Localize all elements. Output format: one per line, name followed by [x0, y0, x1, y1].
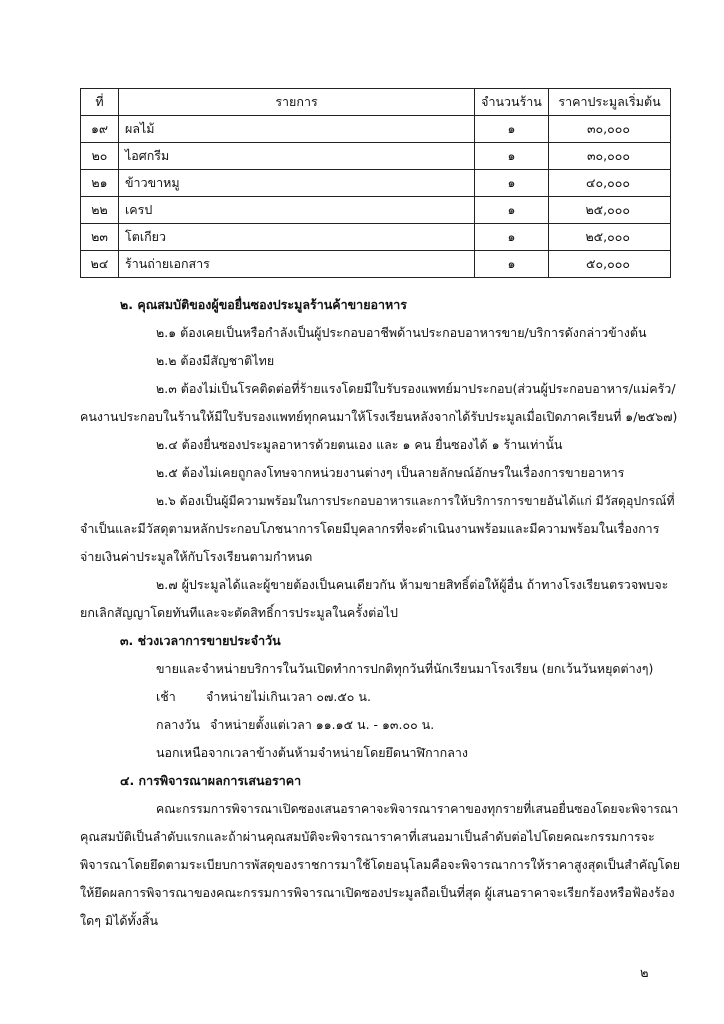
clause-2-6-line-1: ๒.๖ ต้องเป็นผู้มีความพร้อมในการประกอบอาหารและการให้บริการการขายอันได้แก่ มีวัสดุอุปกรณ์ที่: [156, 494, 675, 508]
section-4-line-5: ใดๆ มิได้ทั้งสิ้น: [80, 913, 159, 928]
row-price: ๓๐,๐๐๐: [549, 116, 671, 143]
row-price: ๒๕,๐๐๐: [549, 224, 671, 251]
clause-2-6-line-2: จำเป็นและมีวัสดุตามหลักประกอบโภชนาการโดยมีบุคลากรที่จะดำเนินงานพร้อมและมีความพร้อมในเรื่องการ: [80, 521, 660, 536]
clause-2-5: ๒.๕ ต้องไม่เคยถูกลงโทษจากหน่วยงานต่างๆ เป็นลายลักษณ์อักษรในเรื่องการขายอาหาร: [156, 465, 625, 480]
table-row: [81, 116, 671, 143]
items-table: [80, 88, 671, 278]
clause-2-3-line-2: คนงานประกอบในร้านให้มีใบรับรองแพทย์ทุกคนมาให้โรงเรียนหลังจากได้รับประมูลเมื่อเปิดภาคเรียนที่ ๑/๒๕๖๗): [80, 409, 678, 424]
row-no: ๒๓: [81, 224, 119, 251]
header-price: ราคาประมูลเริ่มต้น: [549, 89, 671, 116]
row-item: ไอศกรีม: [119, 143, 475, 170]
header-item: รายการ: [119, 89, 475, 116]
section-4-line-4: ให้ยึดผลการพิจารณาของคณะกรรมการพิจารณาเปิดซองประมูลถือเป็นที่สุด ผู้เสนอราคาจะเรียกร้องหรือฟ้องร้อง: [80, 885, 675, 900]
table-row: [81, 143, 671, 170]
section-4-heading: ๔. การพิจารณาผลการเสนอราคา: [120, 773, 302, 788]
clause-2-7-line-1: ๒.๗ ผู้ประมูลได้และผู้ขายต้องเป็นคนเดียวกัน ห้ามขายสิทธิ์ต่อให้ผู้อื่น ถ้าทางโรงเรียนตรวจพบจะ: [156, 577, 669, 592]
noon-label: กลางวัน: [156, 717, 200, 732]
section-2-heading: ๒. คุณสมบัติของผู้ขอยื่นซองประมูลร้านค้าขายอาหาร: [120, 297, 408, 312]
clause-2-7-line-2: ยกเลิกสัญญาโดยทันทีและจะตัดสิทธิ์การประมูลในครั้งต่อไป: [80, 605, 398, 620]
row-item: ผลไม้: [119, 116, 475, 143]
row-item: โตเกียว: [119, 224, 475, 251]
row-shops: ๑: [475, 116, 549, 143]
row-no: ๒๐: [81, 143, 119, 170]
header-no: ที่: [81, 89, 119, 116]
row-shops: ๑: [475, 197, 549, 224]
section-4-line-3: พิจารณาโดยยึดตามระเบียบการพัสดุของราชการมาใช้โดยอนุโลมคือจะพิจารณาการให้ราคาสูงสุดเป็นสำคัญโดย: [80, 857, 681, 872]
row-item: ข้าวขาหมู: [119, 170, 475, 197]
row-no: ๑๙: [81, 116, 119, 143]
outside-hours-rule: นอกเหนือจากเวลาข้างต้นห้ามจำหน่ายโดยยึดนาฬิกากลาง: [156, 745, 469, 760]
clause-2-1: ๒.๑ ต้องเคยเป็นหรือกำลังเป็นผู้ประกอบอาชีพด้านประกอบอาหารขาย/บริการดังกล่าวข้างต้น: [156, 325, 647, 340]
page-number: ๒: [640, 966, 649, 981]
table-row: [81, 170, 671, 197]
table-row: [81, 197, 671, 224]
row-no: ๒๒: [81, 197, 119, 224]
morning-label: เช้า: [156, 689, 176, 704]
section-4-line-1: คณะกรรมการพิจารณาเปิดซองเสนอราคาจะพิจารณาราคาของทุกรายที่เสนอยื่นซองโดยจะพิจารณา: [156, 802, 679, 816]
row-shops: ๑: [475, 224, 549, 251]
row-shops: ๑: [475, 251, 549, 278]
clause-2-3-line-1: ๒.๓ ต้องไม่เป็นโรคติดต่อที่ร้ายแรงโดยมีใบรับรองแพทย์มาประกอบ(ส่วนผู้ประกอบอาหาร/แม่ครัว/: [156, 381, 676, 396]
row-price: ๓๐,๐๐๐: [549, 143, 671, 170]
row-no: ๒๔: [81, 251, 119, 278]
row-shops: ๑: [475, 143, 549, 170]
clause-2-4: ๒.๔ ต้องยื่นซองประมูลอาหารด้วยตนเอง และ ๑ คน ยื่นซองได้ ๑ ร้านเท่านั้น: [156, 437, 563, 452]
noon-hours: จำหน่ายตั้งแต่เวลา ๑๑.๑๕ น. - ๑๓.๐๐ น.: [210, 717, 435, 732]
row-shops: ๑: [475, 170, 549, 197]
table-row: [81, 251, 671, 278]
sales-hours-intro: ขายและจำหน่ายบริการในวันเปิดทำการปกติทุกวันที่นักเรียนมาโรงเรียน (ยกเว้นวันหยุดต่างๆ): [156, 661, 654, 676]
morning-hours: จำหน่ายไม่เกินเวลา ๐๗.๕๐ น.: [206, 689, 371, 704]
row-price: ๕๐,๐๐๐: [549, 251, 671, 278]
section-4-line-2: คุณสมบัติเป็นลำดับแรกและถ้าผ่านคุณสมบัติจะพิจารณาราคาที่เสนอมาเป็นลำดับต่อไปโดยคณะกรรมการจะ: [80, 829, 655, 844]
table-header-row: [81, 89, 671, 116]
row-price: ๒๕,๐๐๐: [549, 197, 671, 224]
row-item: เครป: [119, 197, 475, 224]
section-3-heading: ๓. ช่วงเวลาการขายประจำวัน: [120, 633, 281, 648]
table-row: [81, 224, 671, 251]
header-shops: จำนวนร้าน: [475, 89, 549, 116]
row-no: ๒๑: [81, 170, 119, 197]
clause-2-6-line-3: จ่ายเงินค่าประมูลให้กับโรงเรียนตามกำหนด: [80, 549, 313, 564]
clause-2-2: ๒.๒ ต้องมีสัญชาติไทย: [156, 353, 275, 368]
row-item: ร้านถ่ายเอกสาร: [119, 251, 475, 278]
row-price: ๔๐,๐๐๐: [549, 170, 671, 197]
